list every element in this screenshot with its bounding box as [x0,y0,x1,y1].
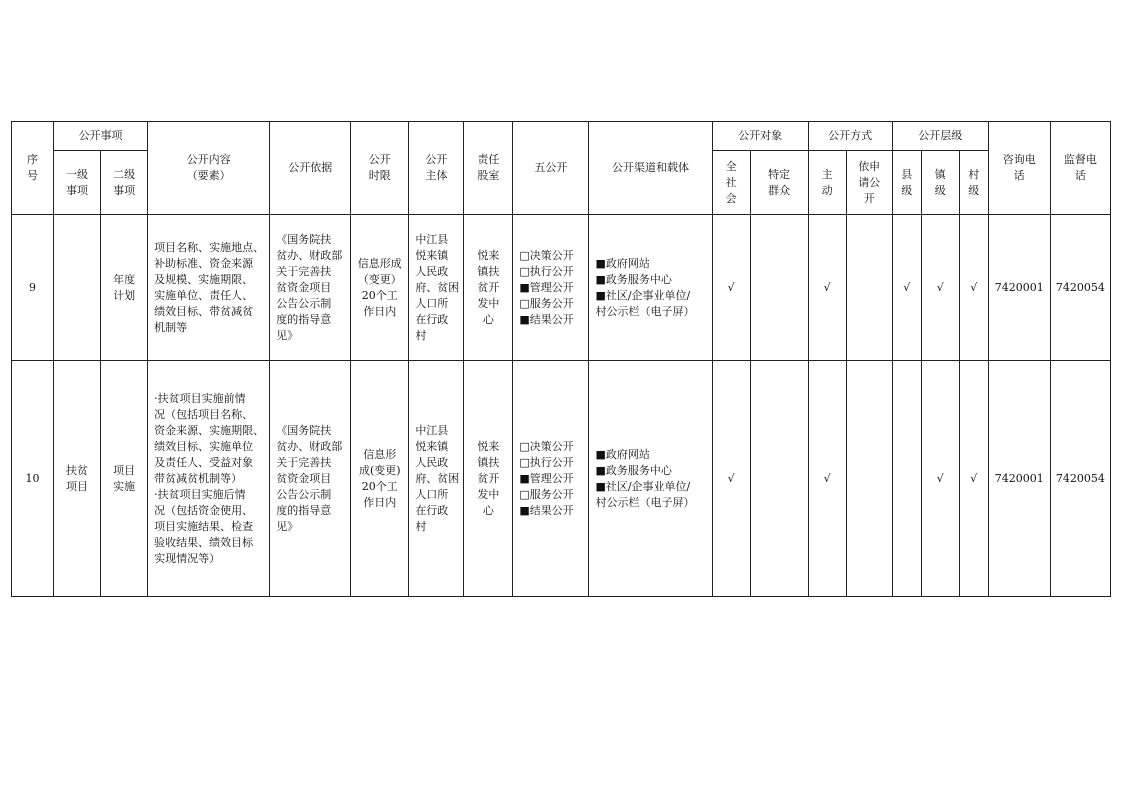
row-seq: 10 [12,361,54,597]
text-line: □服务公开 [519,296,574,310]
text-line: 村 [415,328,427,342]
text-line: 成(变更) [358,463,401,477]
text-line: （变更） [357,272,402,286]
text-line: ■政务服务中心 [595,463,672,477]
row-content [148,361,270,597]
text-line: ■管理公开 [519,471,574,485]
text-line: 镇扶 [477,455,500,469]
text-line: 级 [934,183,946,197]
header-subject [409,122,464,215]
text-line: 村 [415,519,427,533]
text-line: 贫资金项目 [276,471,332,485]
text-line: 主体 [425,169,448,182]
header-target-all [712,151,750,215]
text-line: ■政府网站 [595,256,650,270]
text-line: 贫资金项目 [276,280,332,294]
text-line: 动 [821,183,833,197]
header-items-group: 公开事项 [54,122,148,151]
row-target-specific [750,215,808,361]
header-level-village [959,151,988,215]
row-method-active: √ [808,215,846,361]
text-line: 开 [863,191,875,205]
text-line: 依申 [858,159,881,173]
header-level1 [54,151,101,215]
text-line: 项目名称、实施地点、 [154,240,265,254]
text-line: 中江县 [415,232,449,246]
text-line: 及规模、实施期限、 [154,272,254,286]
text-line: 话 [1013,169,1025,182]
text-line: 公告公示制 [276,296,332,310]
text-line: 特定 [768,167,791,181]
row-target-all: √ [712,215,750,361]
text-line: 实施 [113,479,136,493]
text-line: 作日内 [363,495,397,509]
text-line: 中江县 [415,423,449,437]
text-line: 镇 [934,167,946,181]
text-line: 计划 [113,288,136,302]
text-line: 关于完善扶 [276,455,332,469]
row-seq: 9 [12,215,54,361]
header-method-group: 公开方式 [808,122,892,151]
row-time [351,215,409,361]
text-line: 信息形 [363,447,397,461]
row-method-apply [846,361,892,597]
row-target-all: √ [712,361,750,597]
row-level-county [892,361,921,597]
text-line: ■政务服务中心 [595,272,672,286]
text-line: 人民政 [415,455,449,469]
text-line: 公开 [368,153,391,166]
text-line: 责任 [477,153,500,166]
text-line: 府、贫困 [415,280,460,294]
text-line: ■社区/企事业单位/ [595,288,691,302]
row-level1 [54,361,101,597]
disclosure-table [11,121,1111,597]
text-line: 咨询电 [1002,153,1036,166]
row-method-apply [846,215,892,361]
text-line: 府、贫困 [415,471,460,485]
text-line: 机制等 [154,320,188,334]
row-channel [589,215,712,361]
text-line: ■管理公开 [519,280,574,294]
header-channel: 公开渠道和载体 [589,122,712,215]
text-line: 及责任人、受益对象 [154,455,254,469]
text-line: 《国务院扶 [276,232,332,246]
text-line: 二级 [113,167,136,181]
row-basis [270,361,351,597]
header-method-apply [846,151,892,215]
header-target-specific [750,151,808,215]
row-level2 [101,215,148,361]
row-level-town: √ [921,361,959,597]
header-time [351,122,409,215]
text-line: 公告公示制 [276,487,332,501]
header-consult-phone [988,122,1050,215]
text-line: 人民政 [415,264,449,278]
header-five: 五公开 [513,122,589,215]
text-line: 20个工 [361,288,398,302]
header-level-town [921,151,959,215]
text-line: 事项 [66,183,89,197]
text-line: 关于完善扶 [276,264,332,278]
row-level1 [54,215,101,361]
text-line: 监督电 [1063,153,1097,166]
row-level2 [101,361,148,597]
row-level-village: √ [959,361,988,597]
text-line: 20个工 [361,479,398,493]
row-five [513,215,589,361]
text-line: 悦来镇 [415,248,449,262]
header-seq [12,122,54,215]
text-line: 公开 [425,153,448,166]
text-line: 心 [482,503,494,517]
text-line: 在行政 [415,503,449,517]
text-line: 贫开 [477,471,500,485]
text-line: 一级 [66,167,89,181]
text-line: 况（包括资金使用、 [154,503,254,517]
text-line: （要素） [186,169,231,182]
text-line: 绩效目标、带贫减贫 [154,304,254,318]
text-line: ·扶贫项目实施前情 [154,391,246,405]
text-line: 村 [968,167,980,181]
text-line: 时限 [368,169,391,182]
text-line: □服务公开 [519,487,574,501]
row-consult-phone: 7420001 [988,215,1050,361]
text-line: 项目 [66,479,89,493]
header-dept [464,122,513,215]
text-line: 主 [821,167,833,181]
row-subject [409,215,464,361]
text-line: 全 [725,159,737,173]
row-consult-phone: 7420001 [988,361,1050,597]
text-line: 信息形成 [357,256,402,270]
text-line: 公开内容 [186,153,231,166]
text-line: 序 [27,153,39,166]
text-line: 见》 [276,328,299,342]
text-line: 级 [901,183,913,197]
text-line: 请公 [858,175,881,189]
header-supervise-phone [1050,122,1110,215]
text-line: 悦来 [477,248,500,262]
row-content [148,215,270,361]
text-line: ■结果公开 [519,312,574,326]
text-line: 度的指导意 [276,312,332,326]
text-line: 心 [482,312,494,326]
text-line: 带贫减贫机制等） [154,471,243,485]
text-line: 县 [901,167,913,181]
row-dept [464,215,513,361]
row-method-active: √ [808,361,846,597]
text-line: 项目 [113,463,136,477]
text-line: 镇扶 [477,264,500,278]
row-supervise-phone: 7420054 [1050,215,1110,361]
text-line: 项目实施结果、检查 [154,519,254,533]
table-row [12,215,1111,361]
header-basis: 公开依据 [270,122,351,215]
row-five [513,361,589,597]
text-line: □决策公开 [519,439,574,453]
text-line: 发中 [477,487,500,501]
text-line: ■政府网站 [595,447,650,461]
header-level-group: 公开层级 [892,122,988,151]
row-dept [464,361,513,597]
header-level-county [892,151,921,215]
text-line: 号 [27,169,39,182]
table-row [12,361,1111,597]
text-line: 人口所 [415,296,449,310]
text-line: □决策公开 [519,248,574,262]
header-content [148,122,270,215]
text-line: 群众 [768,183,791,197]
text-line: 在行政 [415,312,449,326]
text-line: 实施单位、责任人、 [154,288,254,302]
text-line: 贫办、财政部 [276,439,343,453]
text-line: 社 [725,175,737,189]
text-line: 村公示栏（电子屏） [595,495,695,509]
text-line: 村公示栏（电子屏） [595,304,695,318]
text-line: 会 [725,191,737,205]
row-channel [589,361,712,597]
text-line: 补助标准、资金来源 [154,256,254,270]
text-line: 级 [968,183,980,197]
row-time [351,361,409,597]
header-method-active [808,151,846,215]
text-line: ■社区/企事业单位/ [595,479,691,493]
text-line: 实现情况等） [154,551,221,565]
header-target-group: 公开对象 [712,122,808,151]
row-subject [409,361,464,597]
text-line: 事项 [113,183,136,197]
text-line: 人口所 [415,487,449,501]
text-line: 话 [1074,169,1086,182]
text-line: □执行公开 [519,455,574,469]
header-level2 [101,151,148,215]
text-line: 验收结果、绩效目标 [154,535,254,549]
text-line: ·扶贫项目实施后情 [154,487,246,501]
row-level-town: √ [921,215,959,361]
row-basis [270,215,351,361]
text-line: 绩效目标、实施单位 [154,439,254,453]
text-line: 《国务院扶 [276,423,332,437]
text-line: 年度 [113,272,136,286]
text-line: 股室 [477,169,500,182]
text-line: 悦来 [477,439,500,453]
row-supervise-phone: 7420054 [1050,361,1110,597]
text-line: 发中 [477,296,500,310]
row-level-village: √ [959,215,988,361]
text-line: ■结果公开 [519,503,574,517]
text-line: 作日内 [363,304,397,318]
text-line: 见》 [276,519,299,533]
row-target-specific [750,361,808,597]
row-level-county: √ [892,215,921,361]
text-line: 资金来源、实施期限、 [154,423,265,437]
text-line: 贫开 [477,280,500,294]
text-line: □执行公开 [519,264,574,278]
text-line: 贫办、财政部 [276,248,343,262]
text-line: 悦来镇 [415,439,449,453]
text-line: 度的指导意 [276,503,332,517]
text-line: 况（包括项目名称、 [154,407,254,421]
text-line: 扶贫 [66,463,89,477]
